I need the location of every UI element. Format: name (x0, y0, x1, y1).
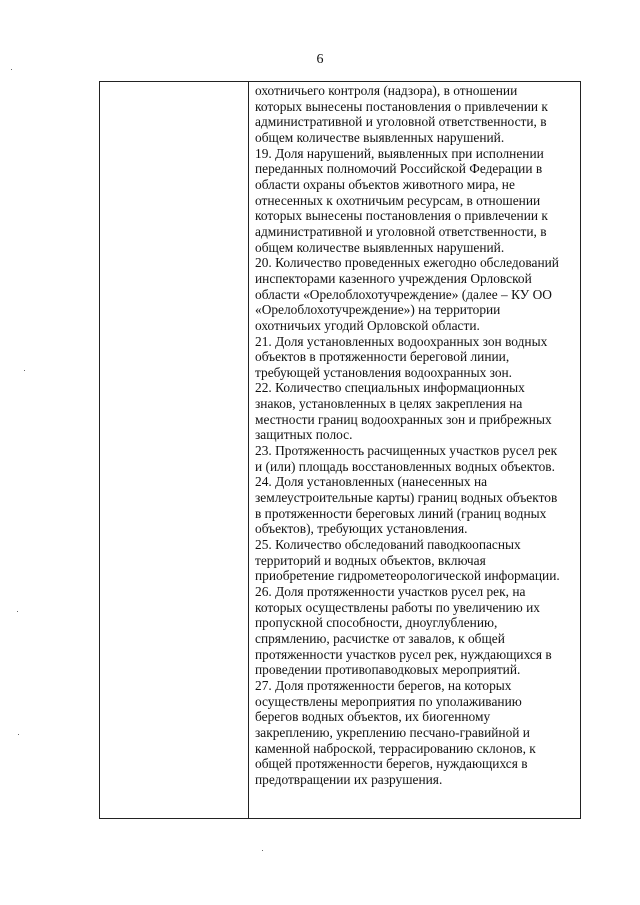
text-line: области «Орелоблохотучреждение» (далее – КУ ОО (255, 286, 552, 302)
text-line: «Орелоблохотучреждение») на территории (255, 302, 501, 318)
text-line: административной и уголовной ответственности, в (255, 223, 547, 239)
table-right-column (250, 82, 580, 818)
text-line: общем количестве выявленных нарушений. (255, 129, 505, 145)
text-line: 19. Доля нарушений, выявленных при исполнении (255, 145, 544, 161)
text-line: которых осуществлены работы по увеличению их (255, 599, 540, 615)
text-line: которых вынесены постановления о привлечении к (255, 98, 548, 114)
text-line: охотничьего контроля (надзора), в отношении (255, 83, 518, 98)
text-line: проведении противопаводковых мероприятий. (255, 662, 521, 678)
text-line: инспекторами казенного учреждения Орловской (255, 270, 532, 286)
text-line: осуществлены мероприятия по уполаживанию (255, 693, 522, 709)
text-line: спрямлению, расчистке от завалов, к общей (255, 630, 505, 646)
text-line: берегов водных объектов, их биогенному (255, 709, 491, 725)
text-line: охотничьих угодий Орловской области. (255, 317, 480, 333)
text-line: требующей установления водоохранных зон. (255, 364, 513, 380)
text-line: землеустроительные карты) границ водных объектов (255, 490, 558, 506)
text-line: 27. Доля протяженности берегов, на которых (255, 677, 512, 693)
text-line: административной и уголовной ответственности, в (255, 114, 547, 130)
text-line: территорий и водных объектов, включая (255, 552, 486, 568)
text-line: знаков, установленных в целях закрепления на (255, 396, 523, 412)
text-line: общем количестве выявленных нарушений. (255, 239, 505, 255)
text-line: 22. Количество специальных информационных (255, 380, 525, 396)
text-line: приобретение гидрометеорологической информации. (255, 568, 560, 584)
table-left-column (100, 82, 249, 818)
text-line: закреплению, укреплению песчано-гравийной и (255, 724, 530, 740)
text-line: 25. Количество обследований паводкоопасных (255, 537, 521, 553)
text-line: общей протяженности берегов, нуждающихся в (255, 756, 528, 772)
text-line: протяженности участков русел рек, нуждающихся в (255, 646, 552, 662)
text-line: объектов в протяженности береговой линии, (255, 349, 510, 365)
text-line: 23. Протяженность расчищенных участков русел рек (255, 443, 558, 459)
text-line: которых вынесены постановления о привлечении к (255, 208, 548, 224)
text-line: 24. Доля установленных (нанесенных на (255, 474, 488, 490)
text-line: области охраны объектов животного мира, не (255, 176, 515, 192)
text-line: 20. Количество проведенных ежегодно обследований (255, 255, 559, 271)
page-number: 6 (316, 52, 324, 67)
scan-speck (18, 734, 19, 735)
scan-speck (262, 850, 263, 851)
text-line: переданных полномочий Российской Федерации в (255, 161, 543, 177)
text-line: местности границ водоохранных зон и прибрежных (255, 411, 552, 427)
text-line: предотвращении их разрушения. (255, 771, 443, 787)
indicators-table (99, 81, 581, 819)
scan-speck (11, 69, 12, 70)
text-line: и (или) площадь восстановленных водных объектов. (255, 458, 555, 474)
scan-speck (24, 370, 25, 371)
text-line: объектов), требующих установления. (255, 521, 468, 537)
text-line: 26. Доля протяженности участков русел рек, на (255, 584, 526, 599)
text-line: отнесенных к охотничьим ресурсам, в отношении (255, 192, 541, 208)
text-line: в протяженности береговых линий (границ водных (255, 505, 547, 521)
text-line: пропускной способности, дноуглублению, (255, 615, 498, 631)
text-line: каменной наброской, террасированию склонов, к (255, 740, 536, 756)
text-line: 21. Доля установленных водоохранных зон водных (255, 333, 548, 349)
text-line: защитных полос. (255, 427, 353, 443)
scan-speck (17, 611, 18, 612)
